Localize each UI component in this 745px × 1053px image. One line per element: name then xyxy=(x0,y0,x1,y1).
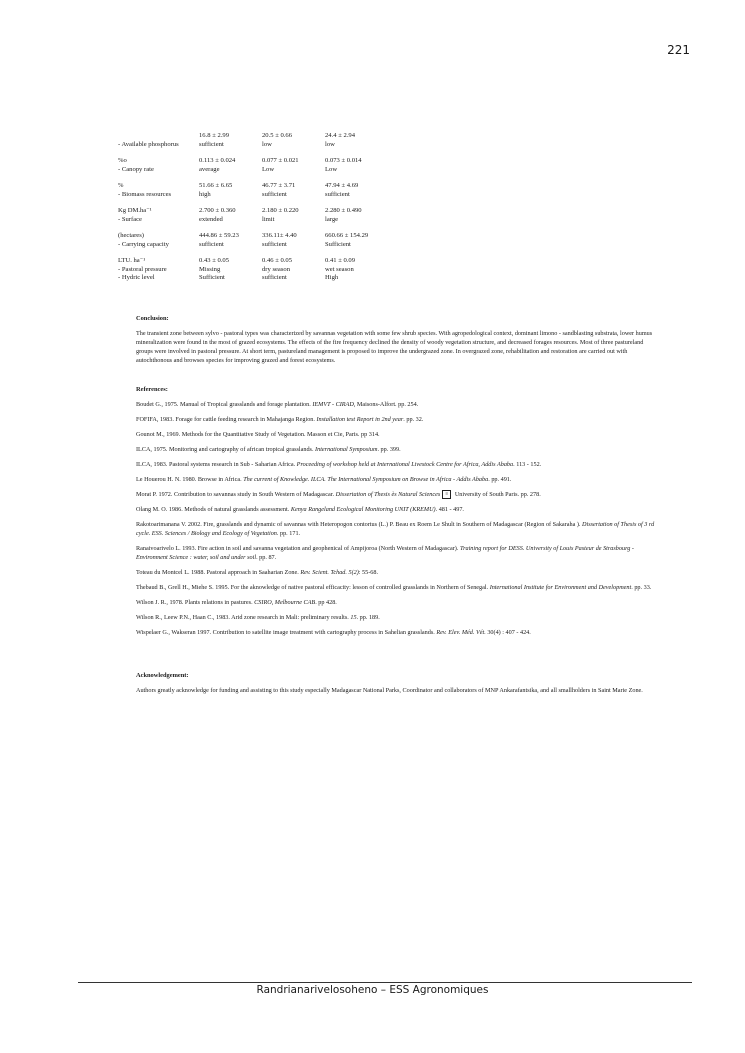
reference-source: The current of Knowledge. ILCA. The International Symposium on Browse in Africa - Addis Ababa xyxy=(243,476,489,483)
table-row xyxy=(118,266,478,275)
table-cell: low xyxy=(262,140,272,148)
footer-divider xyxy=(78,982,692,983)
table-cell: 444.86 ± 59.23 xyxy=(199,232,239,239)
table-row xyxy=(118,241,478,250)
reference-text: Boudet G., 1975. Manual of Tropical grasslands and forage plantation. xyxy=(136,401,313,408)
table-cell: 46.77 ± 3.71 xyxy=(262,182,296,189)
table-cell: (hectares) xyxy=(118,232,144,239)
table-cell: extended xyxy=(199,215,223,223)
table-row xyxy=(118,216,478,225)
reference-item xyxy=(136,505,659,514)
reference-item xyxy=(136,490,659,499)
table-row xyxy=(118,166,478,175)
table-cell: - Available phosphorus xyxy=(118,140,179,148)
table-cell: - Biomass resources xyxy=(118,190,172,198)
table-cell: High xyxy=(325,274,339,281)
results-table xyxy=(118,132,478,291)
reference-tail: . 481 - 497. xyxy=(435,506,464,514)
reference-tail: . pp. 32. xyxy=(403,416,424,423)
table-cell: sufficient xyxy=(262,240,287,248)
reference-source: 15 xyxy=(350,614,357,622)
table-cell: 660.66 ± 154.29 xyxy=(325,232,369,239)
table-cell: - Pastoral pressure xyxy=(118,265,167,273)
table-group xyxy=(118,207,478,224)
reference-item xyxy=(136,520,659,538)
table-cell: high xyxy=(199,190,211,198)
table-cell: 2.700 ± 0.360 xyxy=(199,207,236,214)
table-cell: - Carrying capacity xyxy=(118,240,169,248)
table-cell xyxy=(118,132,199,141)
reference-text: Le Houerou H. N. 1980. Browse in Africa. xyxy=(136,476,244,483)
reference-item xyxy=(136,598,659,607)
reference-item xyxy=(136,628,659,637)
table-cell: 0.077 ± 0.021 xyxy=(262,157,299,164)
reference-source: IEMVT - CIRAD xyxy=(312,401,354,408)
reference-item xyxy=(136,613,659,622)
table-cell: sufficient xyxy=(199,240,224,248)
reference-item xyxy=(136,544,659,562)
table-row xyxy=(118,257,478,266)
references-section xyxy=(136,385,659,637)
reference-tail: . pp. 171. xyxy=(276,530,301,538)
table-cell: 24.4 ± 2.94 xyxy=(325,132,355,139)
acknowledgement-heading: Acknowledgement: xyxy=(136,672,189,680)
table-cell: 16.8 ± 2.99 xyxy=(199,132,229,139)
reference-text: Wilson R., Leew P.N., Haan C., 1983. Arid zone research in Mali: preliminary results. xyxy=(136,614,351,622)
table-cell: Low xyxy=(325,165,338,173)
conclusion-section xyxy=(136,314,659,365)
reference-item xyxy=(136,475,659,484)
table-cell: sufficient xyxy=(199,140,224,148)
reference-tail: . pp. 189. xyxy=(356,614,380,622)
table-cell: Sufficient xyxy=(199,274,225,281)
table-cell: sufficient xyxy=(262,274,287,281)
reference-source: International Institute for Environment and Development xyxy=(489,584,632,592)
table-cell: low xyxy=(325,140,335,148)
reference-item xyxy=(136,445,659,454)
reference-source: Kenya Rangeland Ecological Monitoring UNIT (KREMU) xyxy=(290,506,436,514)
reference-tail: , Maisons-Alfort. pp. 254. xyxy=(353,401,419,408)
table-group xyxy=(118,232,478,249)
table-cell: 51.66 ± 6.65 xyxy=(199,182,233,189)
table-cell: limit xyxy=(262,215,275,223)
reference-tail: . pp. 399. xyxy=(377,446,401,453)
reference-text: Wilson J. R., 1978. Plants relations in pastures. xyxy=(136,599,255,607)
table-row xyxy=(118,132,478,141)
reference-tail: : 55-68. xyxy=(358,569,379,577)
document-icon: ≡ xyxy=(442,490,451,499)
reference-tail: . pp. 491. xyxy=(488,476,512,483)
footer-text: Randrianarivelosoheno – ESS Agronomiques xyxy=(256,984,489,996)
reference-tail: . pp. 87. xyxy=(256,554,277,562)
table-cell: sufficient xyxy=(325,190,350,198)
reference-text: Toteau du Montcel L. 1988. Pastoral approach in Saaharian Zone. xyxy=(136,569,301,577)
table-cell: 0.46 ± 0.05 xyxy=(262,257,292,264)
table-cell: 20.5 ± 0.66 xyxy=(262,132,292,139)
reference-source: Installation test Report in 2nd year xyxy=(316,416,404,423)
reference-item xyxy=(136,460,659,469)
reference-text: Olang M. O. 1986. Methods of natural grasslands assessment. xyxy=(136,506,291,514)
table-row xyxy=(118,141,478,150)
reference-source: Training report for DESS. University of Louis Pasteur de Strasbourg - Environment Science : water, soil and under soil xyxy=(136,545,634,562)
conclusion-heading: Conclusion: xyxy=(136,315,169,322)
reference-item xyxy=(136,430,659,439)
reference-source: CSIRO, Melbourne CAB xyxy=(254,599,316,607)
table-cell: 0.43 ± 0.05 xyxy=(199,257,229,264)
table-cell: 2.180 ± 0.220 xyxy=(262,207,299,214)
table-cell: 0.073 ± 0.014 xyxy=(325,157,362,164)
table-cell: 336.11± 4.40 xyxy=(262,232,297,239)
table-cell: - Hydric level xyxy=(118,274,155,281)
conclusion-text: The transient zone between sylvo - pastoral types was characterized by savannas vegetation with some few shrub species. With agropedological context, dominant limono - sandblasting substrata, lower humus mineralization were found in the most of grazed ecosystems. The effects of the fire frequency declined the density of woody vegetation structure, and decreased forages resources. Most of three pastureland groups were involved in pastoral pressure. At short term, pastureland management is proposed to improve the undergrazed zone. In overgrazed zone, rehabilitation and restoration are carried out with autochthonous and browses species for improving grazed and forest ecosystems. xyxy=(136,330,653,364)
table-cell: dry season xyxy=(262,265,291,273)
reference-text: Ranaivoarivelo L. 1993. Fire action in soil and savanna vegetation and geophenical of Ampijoroa (North Western of Madagascar). xyxy=(136,545,460,553)
table-cell: - Surface xyxy=(118,215,142,223)
reference-source: Dissertation of Thesis ès Natural Sciences xyxy=(335,491,441,498)
reference-text: FOFIFA, 1983. Forage for cattle feeding research in Mahajanga Region. xyxy=(136,416,317,423)
table-cell: Kg DM.ha⁻¹ xyxy=(118,207,152,214)
reference-source: Rev. Elev. Méd. Vét. xyxy=(436,629,486,637)
reference-text: Gounot M., 1969. Methods for the Quantitative Study of Vegetation. Masson et Cie, Paris. pp 314. xyxy=(136,431,380,438)
table-cell: wet season xyxy=(325,265,354,273)
reference-tail: . 113 - 152. xyxy=(513,461,542,468)
reference-source: Rev. Scient. Tchad. 5(2) xyxy=(300,569,359,577)
reference-text: Morat P. 1972. Contribution to savannas study in South Western of Madagascar. xyxy=(136,491,336,498)
table-group xyxy=(118,157,478,174)
article-body xyxy=(136,314,659,695)
table-cell: large xyxy=(325,215,339,223)
table-row xyxy=(118,191,478,200)
reference-list xyxy=(136,400,659,637)
table-cell: sufficient xyxy=(262,190,287,198)
reference-text: ILCA, 1983. Pastoral systems research in Sub - Saharian Africa. xyxy=(136,461,297,468)
reference-source: Dissertation of Thesis of 3 rd cycle. ESS. Sciences / Biology and Ecology of Vegetation xyxy=(136,521,655,538)
reference-item xyxy=(136,400,659,409)
table-cell: LTU. ha⁻¹ xyxy=(118,257,146,264)
table-row xyxy=(118,207,478,216)
table-cell: Missing xyxy=(199,265,221,273)
table-cell: 2.280 ± 0.490 xyxy=(325,207,362,214)
reference-item xyxy=(136,415,659,424)
table-cell: % xyxy=(118,182,124,189)
reference-text: ILCA, 1975. Monitoring and cartography of african tropical grasslands. xyxy=(136,446,316,453)
table-cell: 0.41 ± 0.09 xyxy=(325,257,355,264)
reference-tail: 30(4) : 407 - 424. xyxy=(485,629,531,637)
reference-item xyxy=(136,568,659,577)
reference-source: Proceeding of workshop held at International Livestock Centre for Africa, Addis Ababa xyxy=(296,461,514,468)
reference-source: International Symposium xyxy=(315,446,378,453)
table-cell: - Canopy rate xyxy=(118,165,154,173)
table-row xyxy=(118,274,478,283)
table-cell: 0.113 ± 0.024 xyxy=(199,157,236,164)
reference-text: Wispelaer G., Wakseran 1997. Contribution to satellite image treatment with cartography process in Sahelian grasslands. xyxy=(136,629,437,637)
table-group xyxy=(118,257,478,283)
reference-tail: University of South Paris. pp. 278. xyxy=(453,491,541,498)
table-cell: %o xyxy=(118,157,127,164)
table-cell: Low xyxy=(262,165,275,173)
page-number: 221 xyxy=(667,43,690,57)
table-row xyxy=(118,182,478,191)
reference-text: Rakotoarimanana V. 2002. Fire, grasslands and dynamic of savannas with Heteropogon contortus (L.) P. Beau ex Roem Le Shult in Southern of Madagascar (Region of Sakaraha ). xyxy=(136,521,583,529)
table-cell: Sufficient xyxy=(325,240,351,248)
table-group xyxy=(118,132,478,149)
reference-text: Thebaud B., Grell H., Miehe S. 1995. For the aknowledge of native pastoral efficacity: lesson of controlled grasslands in Northern of Senegal. xyxy=(136,584,490,592)
table-cell: average xyxy=(199,165,220,173)
table-group xyxy=(118,182,478,199)
acknowledgement-section xyxy=(136,671,659,695)
reference-tail: . pp. 33. xyxy=(631,584,652,592)
table-row xyxy=(118,232,478,241)
references-heading: References: xyxy=(136,386,168,393)
table-cell: 47.94 ± 4.69 xyxy=(325,182,359,189)
table-row xyxy=(118,157,478,166)
reference-tail: . pp 428. xyxy=(315,599,337,607)
reference-item xyxy=(136,583,659,592)
acknowledgement-text: Authors greatly acknowledge for funding and assisting to this study especially Madagascar National Parks, Coordinator and collaborators of MNP Ankarafantsika, and all smallholders in Saint Marie Zone. xyxy=(136,687,643,695)
